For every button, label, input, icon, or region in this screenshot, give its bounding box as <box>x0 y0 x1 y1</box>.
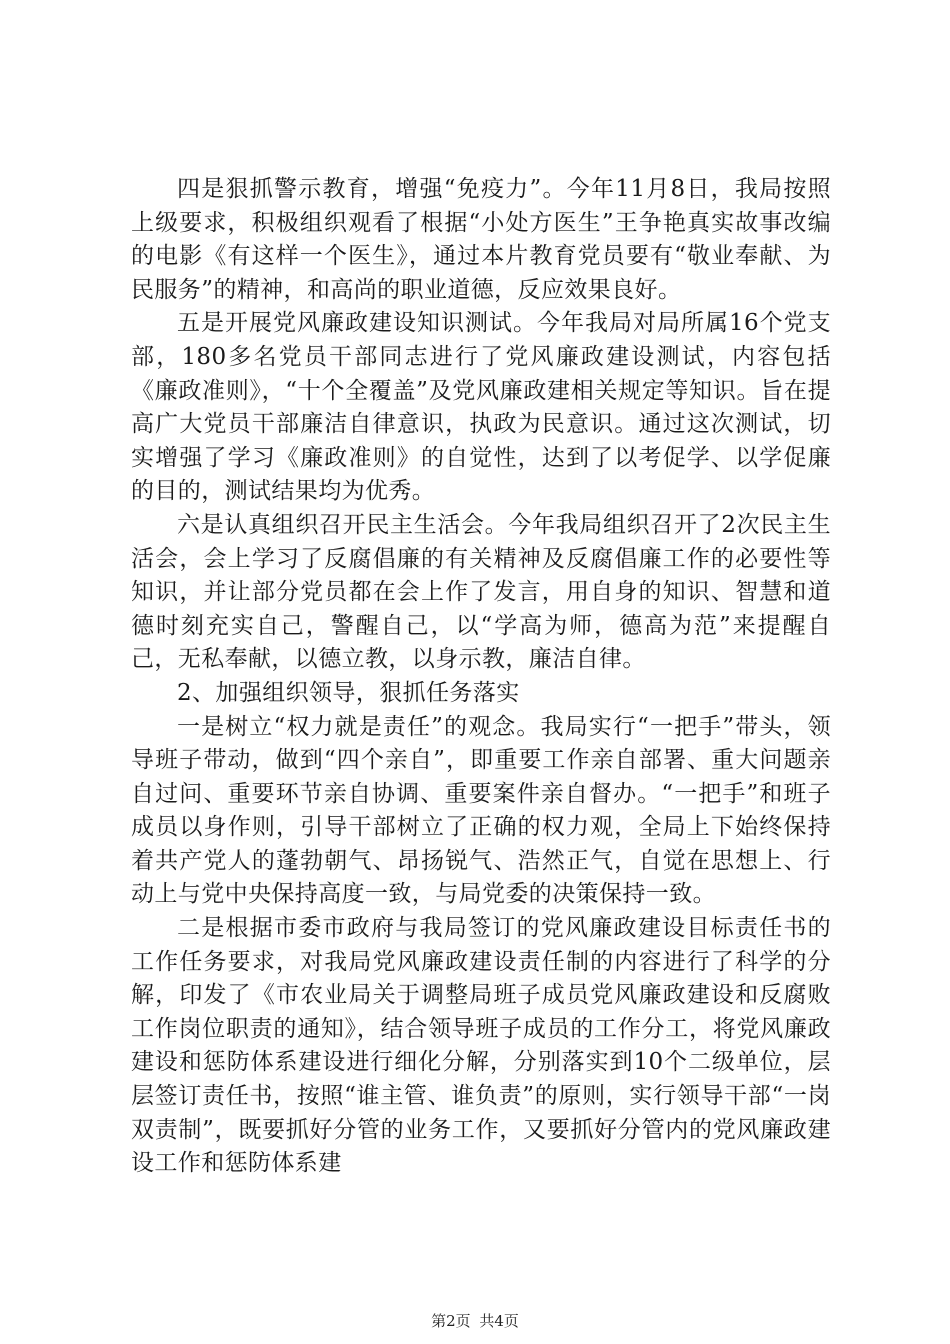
paragraph-warning-education: 四是狠抓警示教育，增强“免疫力”。今年11月8日，我局按照上级要求，积极组织观看了根据“小处方医生”王争艳真实故事改编的电影《有这样一个医生》，通过本片教育党员要有“敬业奉献、为民服务”的精神，和高尚的职业道德，反应效果良好。 <box>131 176 831 303</box>
section-heading: 2、加强组织领导，狠抓任务落实 <box>177 679 520 706</box>
page-number: 第2页 <box>431 1312 471 1330</box>
paragraph-responsibility-decomposition: 二是根据市委市政府与我局签订的党风廉政建设目标责任书的工作任务要求，对我局党风廉政建设责任制的内容进行了科学的分解，印发了《市农业局关于调整局班子成员党风廉政建设和反腐败工作岗位职责的通知》，结合领导班子成员的工作分工，将党风廉政建设和惩防体系建设进行细化分解，分别落实到10个二级单位，层层签订责任书，按照“谁主管、谁负责”的原则，实行领导干部“一岗双责制”，既要抓好分管的业务工作，又要抓好分管内的党风廉政建设工作和惩防体系建 <box>131 915 831 1177</box>
page-footer <box>0 1311 950 1331</box>
document-body <box>131 173 831 1181</box>
paragraph-knowledge-test: 五是开展党风廉政建设知识测试。今年我局对局所属16个党支部，180多名党员干部同志进行了党风廉政建设测试，内容包括《廉政准则》，“十个全覆盖”及党风廉政建相关规定等知识。旨在提高广大党员干部廉洁自律意识，执政为民意识。通过这次测试，切实增强了学习《廉政准则》的自觉性，达到了以考促学、以学促廉的目的，测试结果均为优秀。 <box>131 310 831 505</box>
paragraph-democratic-meeting: 六是认真组织召开民主生活会。今年我局组织召开了2次民主生活会，会上学习了反腐倡廉的有关精神及反腐倡廉工作的必要性等知识，并让部分党员都在会上作了发言，用自身的知识、智慧和道德时刻充实自己，警醒自己，以“学高为师，德高为范”来提醒自己，无私奉献，以德立教，以身示教，廉洁自律。 <box>131 511 831 673</box>
page-total: 共4页 <box>479 1312 519 1330</box>
paragraph-power-responsibility: 一是树立“权力就是责任”的观念。我局实行“一把手”带头，领导班子带动，做到“四个亲自”，即重要工作亲自部署、重大问题亲自过问、重要环节亲自协调、重要案件亲自督办。“一把手”和班子成员以身作则，引导干部树立了正确的权力观，全局上下始终保持着共产党人的蓬勃朝气、昂扬锐气、浩然正气，自觉在思想上、行动上与党中央保持高度一致，与局党委的决策保持一致。 <box>131 713 831 908</box>
